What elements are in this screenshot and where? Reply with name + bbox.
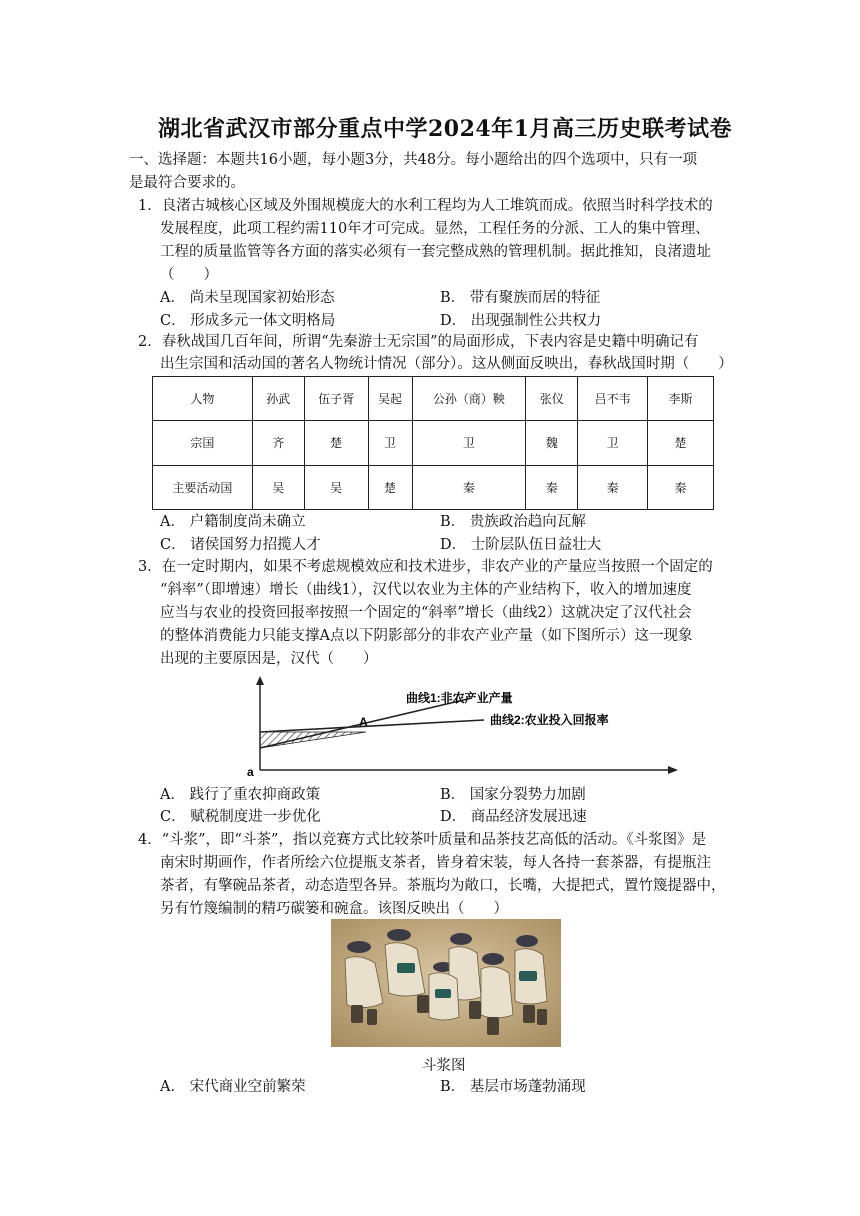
q1-option-a[interactable]: A． 尚未呈现国家初始形态 bbox=[160, 290, 335, 306]
table-header-cell: 吴起 bbox=[368, 377, 412, 421]
table-cell: 魏 bbox=[526, 421, 578, 465]
q3-line: 的整体消费能力只能支撑A点以下阴影部分的非农产业产量（如下图所示）这一现象 bbox=[160, 628, 693, 644]
table-cell: 卫 bbox=[578, 421, 648, 465]
q1-line: 工程的质量监管等各方面的落实必须有一套完整成熟的管理机制。据此推知，良渚遗址 bbox=[160, 244, 711, 260]
table-cell: 秦 bbox=[648, 465, 714, 509]
table-cell: 秦 bbox=[578, 465, 648, 509]
q4-line: 另有竹篾编制的精巧碳篓和碗盒。该图反映出（ ） bbox=[160, 901, 508, 917]
table-header-cell: 吕不韦 bbox=[578, 377, 648, 421]
point-a-label: A bbox=[359, 715, 368, 729]
q3-line: “斜率”（即增速）增长（曲线1），汉代以农业为主体的产业结构下，收入的增加速度 bbox=[160, 582, 692, 598]
q1-option-b[interactable]: B． 带有聚族而居的特征 bbox=[440, 290, 601, 306]
table-header-cell: 孙武 bbox=[252, 377, 304, 421]
q2-line: 出生宗国和活动国的著名人物统计情况（部分）。这从侧面反映出，春秋战国时期（ ） bbox=[160, 356, 733, 372]
q2-option-c[interactable]: C． 诸侯国努力招揽人才 bbox=[160, 537, 321, 553]
q2-option-d[interactable]: D． 士阶层队伍日益壮大 bbox=[440, 537, 602, 553]
q2-line: 2．春秋战国几百年间，所谓“先秦游士无宗国”的局面形成，下表内容是史籍中明确记有 bbox=[138, 334, 699, 350]
q1-line: 发展程度，此项工程约需110年才可完成。显然，工程任务的分派、工人的集中管理、 bbox=[160, 221, 710, 237]
table-cell: 秦 bbox=[412, 465, 526, 509]
q3-option-d[interactable]: D． 商品经济发展迅速 bbox=[440, 809, 587, 825]
q3-line: 3．在一定时期内，如果不考虑规模效应和技术进步，非农产业的产量应当按照一个固定的 bbox=[138, 559, 713, 575]
q1-line: 1．良渚古城核心区域及外围规模庞大的水利工程均为人工堆筑而成。依照当时科学技术的 bbox=[138, 198, 713, 214]
page-title: 湖北省武汉市部分重点中学2024年1月高三历史联考试卷 bbox=[157, 116, 733, 142]
table-header-cell: 李斯 bbox=[648, 377, 714, 421]
q3-diagram bbox=[240, 674, 680, 780]
table-header-row bbox=[153, 377, 714, 421]
q4-line: 茶者，有擎碗品茶者，动态造型各异。茶瓶均为敞口，长嘴，大提把式，置竹篾提器中， bbox=[160, 878, 726, 894]
q3-option-a[interactable]: A． 践行了重农抑商政策 bbox=[160, 787, 321, 803]
table-cell: 吴 bbox=[252, 465, 304, 509]
table-cell: 齐 bbox=[252, 421, 304, 465]
section-heading: 一、选择题：本题共16小题，每小题3分，共48分。每小题给出的四个选项中，只有一项 bbox=[129, 152, 698, 168]
q2-option-b[interactable]: B． 贵族政治趋向瓦解 bbox=[440, 514, 586, 530]
curve-2-label: 曲线2:农业投入回报率 bbox=[490, 713, 609, 727]
table-cell: 卫 bbox=[368, 421, 412, 465]
q4-option-b[interactable]: B． 基层市场蓬勃涌现 bbox=[440, 1079, 586, 1095]
q1-line: （ ） bbox=[160, 267, 218, 283]
q3-option-b[interactable]: B． 国家分裂势力加剧 bbox=[440, 787, 586, 803]
q4-line: 4．“斗浆”，即“斗茶”，指以竞赛方式比较茶叶质量和品茶技艺高低的活动。《斗浆图》是 bbox=[138, 832, 707, 848]
table-header-cell: 伍子胥 bbox=[304, 377, 368, 421]
table-cell: 秦 bbox=[526, 465, 578, 509]
table-cell: 吴 bbox=[304, 465, 368, 509]
q4-line: 南宋时期画作，作者所绘六位提瓶支茶者，皆身着宋装，每人各持一套茶器，有提瓶注 bbox=[160, 855, 711, 871]
table-cell: 宗国 bbox=[153, 421, 253, 465]
origin-label: a bbox=[247, 765, 254, 779]
q4-option-a[interactable]: A． 宋代商业空前繁荣 bbox=[160, 1079, 306, 1095]
shaded-region bbox=[260, 732, 366, 748]
curve-1-label: 曲线1:非农产业产量 bbox=[406, 691, 513, 705]
q1-option-c[interactable]: C． 形成多元一体文明格局 bbox=[160, 313, 336, 329]
table-cell: 楚 bbox=[368, 465, 412, 509]
q3-line: 出现的主要原因是，汉代（ ） bbox=[160, 651, 378, 667]
q2-option-a[interactable]: A． 户籍制度尚未确立 bbox=[160, 514, 306, 530]
table-row bbox=[153, 465, 714, 509]
table-row bbox=[153, 421, 714, 465]
painting-caption: 斗浆图 bbox=[422, 1058, 466, 1074]
y-axis-arrow-icon bbox=[256, 676, 264, 685]
table-header-cell: 张仪 bbox=[526, 377, 578, 421]
table-header-cell: 人物 bbox=[153, 377, 253, 421]
table-cell: 楚 bbox=[304, 421, 368, 465]
q3-line: 应当与农业的投资回报率按照一个固定的“斜率”增长（曲线2）这就决定了汉代社会 bbox=[160, 605, 692, 621]
x-axis-arrow-icon bbox=[668, 766, 678, 774]
q1-option-d[interactable]: D． 出现强制性公共权力 bbox=[440, 313, 602, 329]
table-cell: 主要活动国 bbox=[153, 465, 253, 509]
section-heading-cont: 是最符合要求的。 bbox=[129, 175, 245, 191]
table-cell: 楚 bbox=[648, 421, 714, 465]
q2-table bbox=[152, 376, 714, 510]
table-header-cell: 公孙（商）鞅 bbox=[412, 377, 526, 421]
table-cell: 卫 bbox=[412, 421, 526, 465]
painting-image bbox=[331, 919, 561, 1047]
q3-option-c[interactable]: C． 赋税制度进一步优化 bbox=[160, 809, 321, 825]
